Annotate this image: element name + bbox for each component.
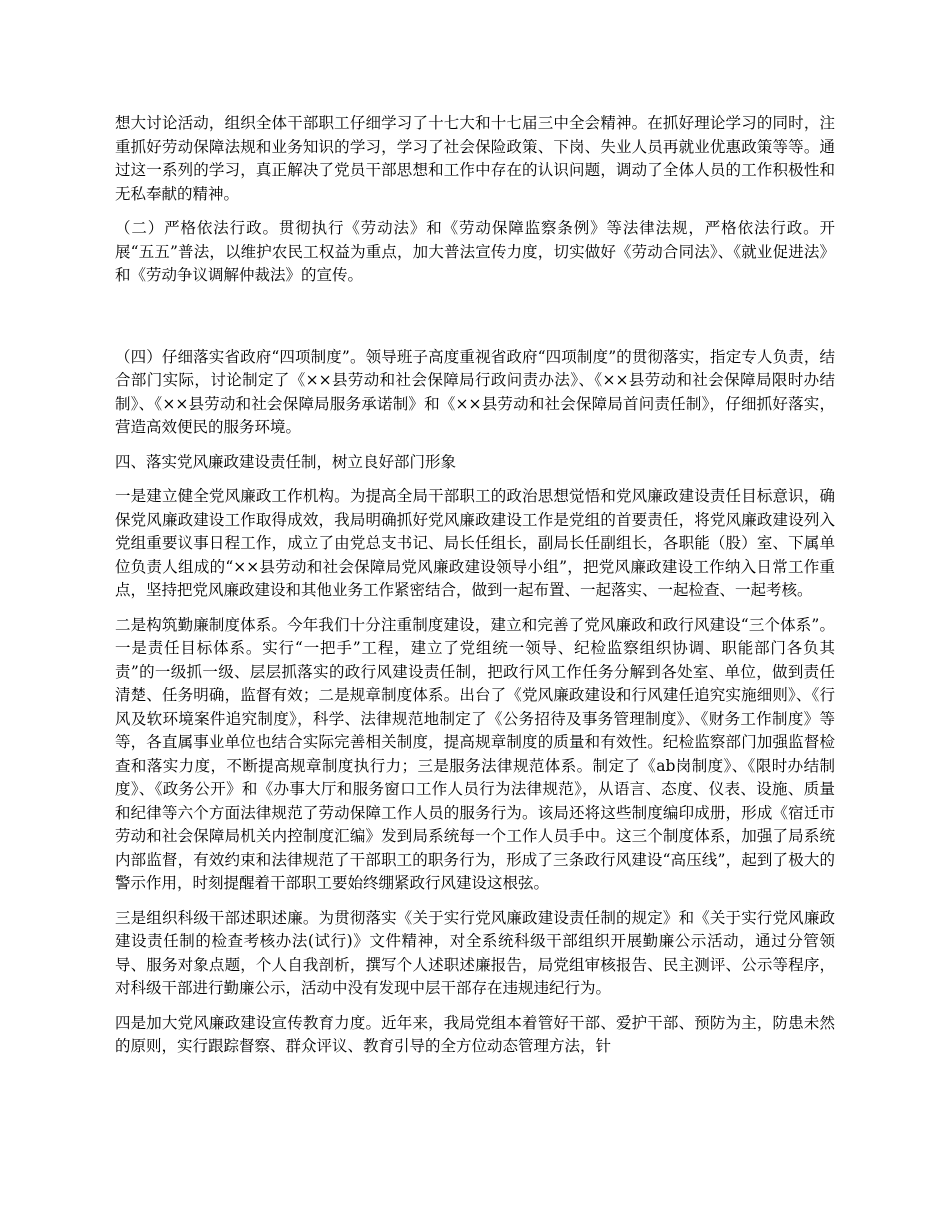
- paragraph-integrity-system: 二是构筑勤廉制度体系。今年我们十分注重制度建设，建立和完善了党风廉政和政行风建设“三个体系”。一是责任目标体系。实行“一把手”工程，建立了党组统一领导、纪检监察组织协调、职能部门各负其责”的一级抓一级、层层抓落实的政行风建设责任制，把政行风工作任务分解到各处室、单位，做到责任清楚、任务明确，监督有效；二是规章制度体系。出台了《党风廉政建设和行风建任追究实施细则》、《行风及软环境案件追究制度》，科学、法律规范地制定了《公务招待及事务管理制度》、《财务工作制度》等等，各直属事业单位也结合实际完善相关制度，提高规章制度的质量和有效性。纪检监察部门加强监督检查和落实力度，不断提高规章制度执行力；三是服务法律规范体系。制定了《ab岗制度》、《限时办结制度》、《政务公开》和《办事大厅和服务窗口工作人员行为法律规范》，从语言、态度、仪表、设施、质量和纪律等六个方面法律规范了劳动保障工作人员的服务行为。该局还将这些制度编印成册，形成《宿迁市劳动和社会保障局机关内控制度汇编》发到局系统每一个工作人员手中。这三个制度体系，加强了局系统内部监督，有效约束和法律规范了干部职工的职务行为，形成了三条政行风建设“高压线”，起到了极大的警示作用，时刻提醒着干部职工要始终绷紧政行风建设这根弦。: [115, 615, 835, 892]
- paragraph-gap: [115, 299, 835, 346]
- paragraph-lawful-administration: （二）严格依法行政。贯彻执行《劳动法》和《劳动保障监察条例》等法律法规，严格依法行政。开展“五五”普法，以维护农民工权益为重点，加大普法宣传力度，切实做好《劳动合同法》、《就业促进法》和《劳动争议调解仲裁法》的宣传。: [115, 219, 835, 284]
- document-page: [115, 112, 835, 1070]
- paragraph-publicity-education: 四是加大党风廉政建设宣传教育力度。近年来，我局党组本着管好干部、爱护干部、预防为主，防患未然的原则，实行跟踪督察、群众评议、教育引导的全方位动态管理方法，针: [115, 1013, 835, 1055]
- paragraph-four-systems: （四）仔细落实省政府“四项制度”。领导班子高度重视省政府“四项制度”的贯彻落实，指定专人负责，结合部门实际，讨论制定了《××县劳动和社会保障局行政问责办法》、《××县劳动和社会保障局限时办结制》、《××县劳动和社会保障局服务承诺制》和《××县劳动和社会保障局首问责任制》，仔细抓好落实，营造高效便民的服务环境。: [115, 347, 835, 436]
- paragraph-cadre-reporting: 三是组织科级干部述职述廉。为贯彻落实《关于实行党风廉政建设责任制的规定》和《关于实行党风廉政建设责任制的检查考核办法(试行)》文件精神，对全系统科级干部组织开展勤廉公示活动，通过分管领导、服务对象点题，个人自我剖析，撰写个人述职述廉报告，局党组审核报告、民主测评、公示等程序，对科级干部进行勤廉公示，活动中没有发现中层干部存在违规违纪行为。: [115, 908, 835, 997]
- paragraph-study-activities: 想大讨论活动，组织全体干部职工仔细学习了十七大和十七届三中全会精神。在抓好理论学习的同时，注重抓好劳动保障法规和业务知识的学习，学习了社会保险政策、下岗、失业人员再就业优惠政策等等。通过这一系列的学习，真正解决了党员干部思想和工作中存在的认识问题，调动了全体人员的工作积极性和无私奉献的精神。: [115, 114, 835, 203]
- paragraph-integrity-organization: 一是建立健全党风廉政工作机构。为提高全局干部职工的政治思想觉悟和党风廉政建设责任目标意识，确保党风廉政建设工作取得成效，我局明确抓好党风廉政建设工作是党组的首要责任，将党风廉政建设列入党组重要议事日程工作，成立了由党总支书记、局长任组长，副局长任副组长，各职能（股）室、下属单位负责人组成的“××县劳动和社会保障局党风廉政建设领导小组”，把党风廉政建设工作纳入日常工作重点，坚持把党风廉政建设和其他业务工作紧密结合，做到一起布置、一起落实、一起检查、一起考核。: [115, 487, 835, 599]
- section-heading: 四、落实党风廉政建设责任制，树立良好部门形象: [115, 452, 457, 471]
